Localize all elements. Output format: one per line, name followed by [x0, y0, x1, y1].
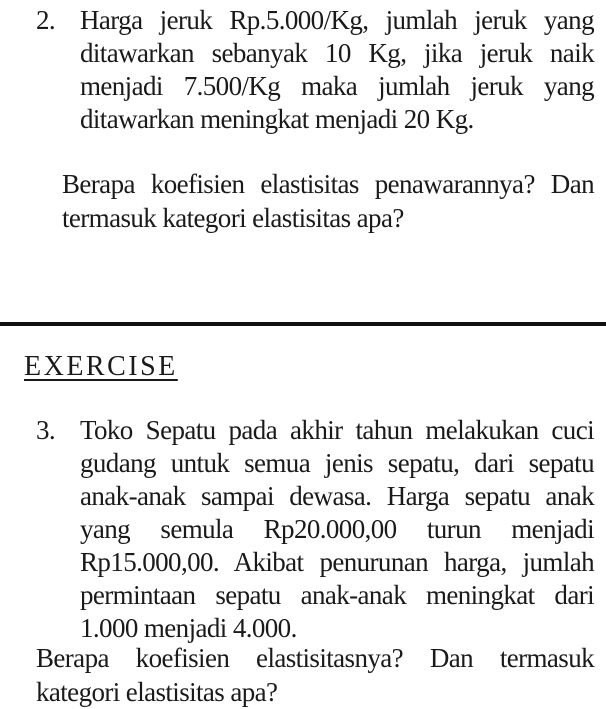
problem-3-text: Toko Sepatu pada akhir tahun melakukan cuci gudang untuk semua jenis sepatu, dari sepatu anak-anak sampai dewasa. Harga sepatu anak yang semula Rp20.000,00 turun menjadi Rp15.000,00. Akibat penurunan harga, jumlah permintaan sepatu anak-anak meningkat dari 1.000 menjadi 4.000.	[80, 415, 594, 643]
section-divider	[0, 322, 606, 326]
problem-3-question: Berapa koefisien elastisitasnya? Dan termasuk kategori elastisitas apa?	[36, 643, 594, 707]
problem-2-number: 2.	[36, 5, 56, 35]
problem-3-number: 3.	[36, 415, 56, 445]
problem-3	[36, 414, 594, 645]
problem-2-question: Berapa koefisien elastisitas penawarannya? Dan termasuk kategori elastisitas apa?	[62, 169, 594, 233]
section-title: EXERCISE	[24, 351, 178, 382]
problem-2	[36, 4, 594, 136]
problem-2-text: Harga jeruk Rp.5.000/Kg, jumlah jeruk yang ditawarkan sebanyak 10 Kg, jika jeruk naik menjadi 7.500/Kg maka jumlah jeruk yang ditawarkan meningkat menjadi 20 Kg.	[80, 5, 594, 134]
